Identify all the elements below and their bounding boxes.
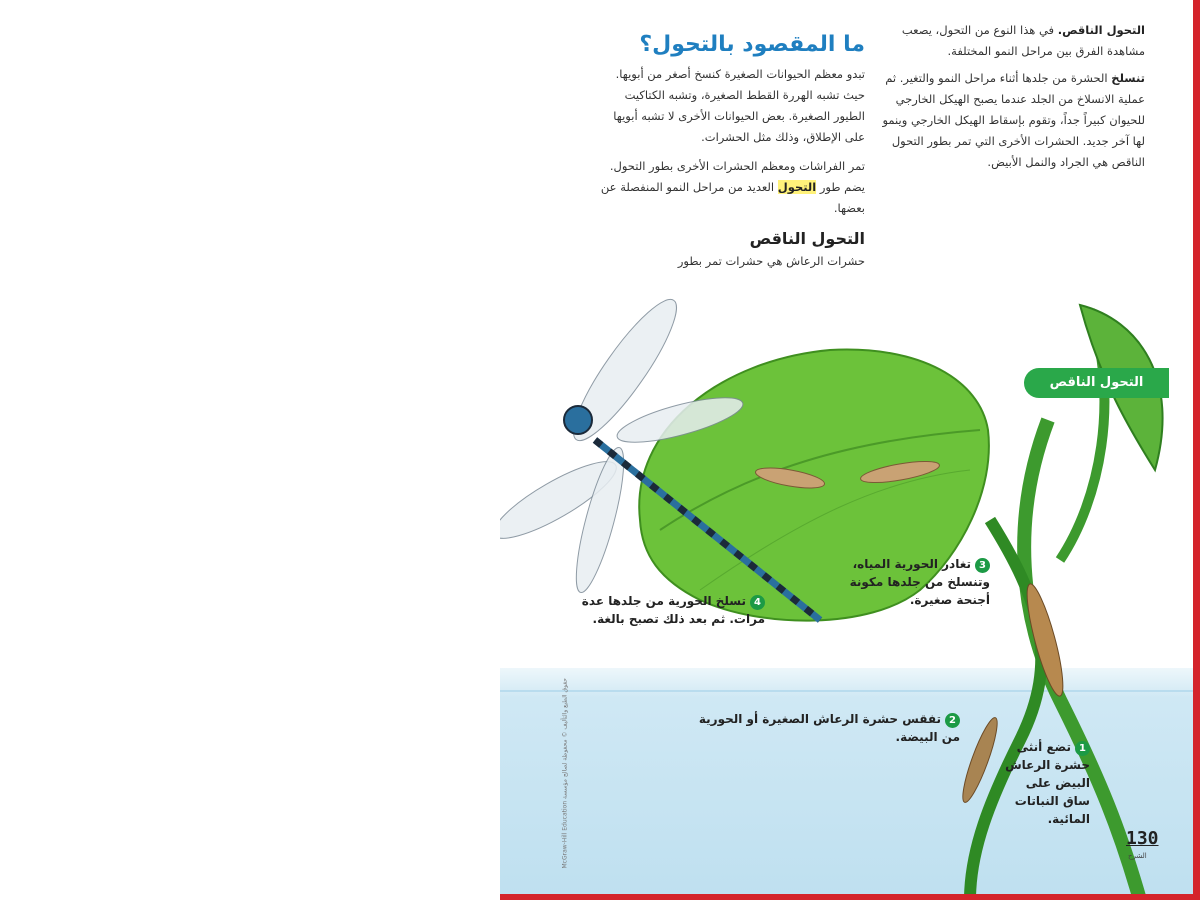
right-paragraph-1 [880,20,1145,62]
step-number-2: 2 [945,713,960,728]
step-2-caption [680,710,960,746]
left-paragraph-1: تبدو معظم الحيوانات الصغيرة كنسخ أصغر من أبويها. حيث تشبه الهررة القطط الصغيرة، وتشبه الكتاكيت الطيور الصغيرة. بعض الحيوانات الأخرى لا تشبه أبويها على الإطلاق، وذلك مثل الحشرات. [613,67,865,144]
step-4-text: تسلخ الحورية من جلدها عدة مرات. ثم بعد ذلك تصبح بالغة. [581,594,765,626]
step-number-3: 3 [975,558,990,573]
left-paragraph-2 [600,156,865,219]
step-2-text: تفقس حشرة الرعاش الصغيرة أو الحورية من البيضة. [698,712,960,744]
term-incomplete-metamorphosis: التحول الناقص. [1057,23,1145,37]
left-paragraph-2-start: تمر الفراشات ومعظم الحشرات الأخرى بطور التحول. يضم طور [609,159,865,194]
textbook-page [500,0,1200,900]
section-heading: التحول الناقص [749,229,865,248]
step-3-text: تغادر الحورية المياه، وتنسلخ من جلدها مكونة أجنحة صغيرة. [849,557,990,607]
step-4-caption [555,592,765,628]
right-text-column [880,20,1145,179]
page-border-right [1193,0,1200,900]
left-paragraph-2-end: العديد من مراحل النمو المنفصلة عن بعضها. [600,180,865,215]
step-number-4: 4 [750,595,765,610]
page-border-bottom [500,894,1200,900]
step-1-text: تضع أنثى حشرة الرعاش البيض على ساق النباتات المائية. [1005,740,1090,826]
highlighted-term: التحول [777,180,817,194]
left-text-column [600,30,865,280]
step-1-caption [1005,738,1090,828]
right-paragraph-2 [880,68,1145,173]
right-paragraph-2-text: الحشرة من جلدها أثناء مراحل النمو والتغير. ثم عملية الانسلاخ من الجلد عندما يصبح الهيكل الخارجي للحيوان كبيراً جداً، وتقوم بإسقاط الهيكل الخارجي وينمو لها آخر جديد. الحشرات الأخرى التي تمر بطور التحول الناقص هي الجراد والنمل الأبيض. [882,71,1145,169]
page-title: ما المقصود بالتحول؟ [639,32,865,57]
right-paragraph-1-text: في هذا النوع من التحول، يصعب مشاهدة الفرق بين مراحل النمو المختلفة. [901,23,1145,58]
step-number-1: 1 [1075,741,1090,756]
left-paragraph-3: حشرات الرعاش هي حشرات تمر بطور [677,254,865,268]
page-number: 130 [1126,828,1159,849]
page-label: الشرح [1128,852,1147,860]
step-3-caption [830,555,990,609]
term-molt: تنسلخ [1111,71,1145,85]
diagram-banner: التحول الناقص [1024,368,1169,398]
copyright-credit: McGraw-Hill Education حقوق الطبع والتأليف © محفوظة لصالح مؤسسة [561,678,569,869]
